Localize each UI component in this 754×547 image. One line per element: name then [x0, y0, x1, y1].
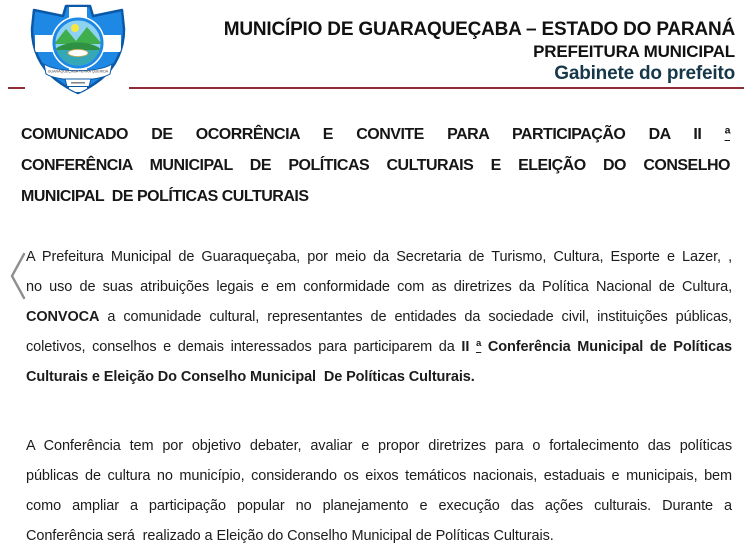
- municipal-coat-of-arms: [27, 3, 129, 95]
- motto-banner-text: GUARAQUEÇABA TERRA QUERIDA: [47, 69, 109, 74]
- header-rule: [129, 87, 744, 89]
- previous-arrow-icon[interactable]: [9, 252, 27, 300]
- paragraph-objective: [26, 431, 732, 547]
- heading-line-2: CONFERÊNCIA MUNICIPAL DE POLÍTICAS CULTURAIS E ELEIÇÃO DO CONSELHO: [21, 157, 730, 174]
- document-heading: [21, 119, 730, 212]
- ordinal-indicator: ª: [724, 126, 730, 143]
- p1-line-1: A Prefeitura Municipal de Guaraqueçaba, por meio da Secretaria de Turismo, Cultura, Esporte e Lazer, ,: [26, 249, 732, 265]
- p1-line-2: no uso de suas atribuições legais e em conformidade com as diretrizes da Política Nacional de Cultura,: [26, 279, 732, 295]
- ordinal-indicator: ª: [475, 339, 482, 355]
- paragraph-convocation: [26, 242, 732, 392]
- letterhead-text: [224, 18, 735, 85]
- conference-number: II: [461, 339, 476, 355]
- p1-line-5: [26, 362, 732, 392]
- header-rule-left-segment: [8, 87, 25, 89]
- p1-line-3: [26, 302, 732, 332]
- p1-line-3-text: a comunidade cultural, representantes de entidades da sociedade civil, instituições públicas,: [99, 309, 732, 325]
- convoca-emphasis: CONVOCA: [26, 309, 100, 325]
- heading-line-1: [21, 119, 730, 150]
- boat-icon: [68, 49, 88, 56]
- conference-name-continued: Culturais e Eleição Do Conselho Municipal De Políticas Culturais.: [26, 369, 475, 385]
- conference-name: Conferência Municipal de Políticas: [481, 339, 732, 355]
- heading-line-3: MUNICIPAL DE POLÍTICAS CULTURAIS: [21, 188, 309, 205]
- heading-line-1-text: COMUNICADO DE OCORRÊNCIA E CONVITE PARA PARTICIPAÇÃO DA II: [21, 126, 725, 143]
- p2-line-3: como ampliar a participação popular no planejamento e execução das ações culturais. Durante a: [26, 498, 732, 514]
- municipality-title: MUNICÍPIO DE GUARAQUEÇABA – ESTADO DO PARANÁ: [223, 19, 735, 40]
- p1-line-4-text: coletivos, conselhos e demais interessados para participarem da: [26, 339, 462, 355]
- p2-line-4: Conferência será realizado a Eleição do Conselho Municipal de Políticas Culturais.: [26, 528, 554, 544]
- prefecture-subtitle: PREFEITURA MUNICIPAL: [533, 42, 735, 61]
- department-label: Gabinete do prefeito: [554, 63, 735, 84]
- sun-icon: [71, 24, 79, 32]
- p1-line-4: [26, 332, 732, 362]
- p2-line-1: A Conferência tem por objetivo debater, avaliar e propor diretrizes para o fortalecimento das políticas: [26, 438, 732, 454]
- p2-line-2: públicas de cultura no município, considerando os eixos temáticos nacionais, estaduais e municipais, bem: [26, 468, 732, 484]
